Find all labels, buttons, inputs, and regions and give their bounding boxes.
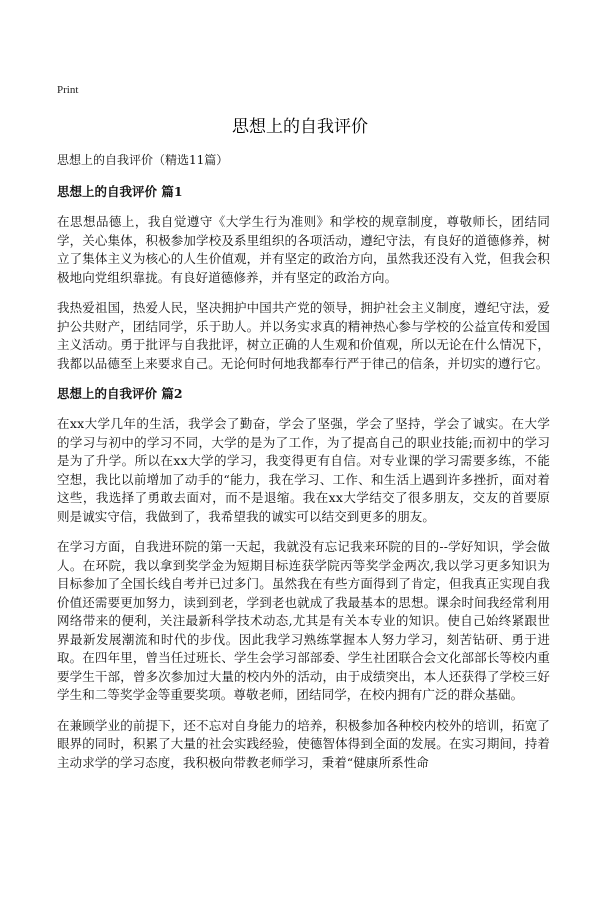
paragraph: 在学习方面，自我进环院的第一天起，我就没有忘记我来环院的目的--学好知识，学会做人。在环院，我以拿到奖学金为短期目标连获学院丙等奖学金两次,我以学习更多知识为目标参加了全国长线自考并已过多门。虽然我在有些方面得到了肯定，但我真正实现自我价值还需要更加努力，读到到老，学到老也就成了我最基本的思想。课余时间我经常利用网络带来的便利，关注最新科学技术动态,尤其是有关本专业的知识。使自己始终紧跟世界最新发展潮流和时代的步伐。因此我学习熟练掌握本人努力学习，刻苦钻研、勇于进取。在四年里，曾当任过班长、学生会学习部部委、学生社团联合会文化部部长等校内重要学生干部，曾多次参加过大量的校内外的活动，由于成绩突出，本人还获得了学校三好学生和二等奖学金等重要奖项。尊敬老师，团结同学，在校内拥有广泛的群众基础。	[57, 539, 550, 702]
section-heading: 思想上的自我评价 篇1	[57, 184, 183, 199]
section-1	[57, 183, 550, 373]
document-content	[57, 183, 550, 784]
paragraph: 我热爱祖国，热爱人民，坚决拥护中国共产党的领导，拥护社会主义制度，遵纪守法，爱护公共财产，团结同学，乐于助人。并以务实求真的精神热心参与学校的公益宣传和爱国主义活动。勇于批评与自我批评，树立正确的人生观和价值观，所以无论在什么情况下，我都以品德至上来要求自己。无论何时何地我都奉行严于律己的信条，并切实的遵行它。	[57, 300, 550, 371]
document-title: 思想上的自我评价	[232, 117, 368, 137]
section-2	[57, 385, 550, 772]
section-heading: 思想上的自我评价 篇2	[57, 386, 183, 401]
paragraph: 在思想品德上，我自觉遵守《大学生行为准则》和学校的规章制度，尊敬师长，团结同学，关心集体，积极参加学校及系里组织的各项活动，遵纪守法，有良好的道德修养，树立了集体主义为核心的人生价值观，并有坚定的政治方向，虽然我还没有入党，但我会积极地向党组织靠拢。有良好道德修养，并有坚定的政治方向。	[57, 214, 550, 285]
paragraph: 在xx大学几年的生活，我学会了勤奋，学会了坚强，学会了坚持，学会了诚实。在大学的学习与初中的学习不同，大学的是为了工作，为了提高自己的职业技能;而初中的学习是为了升学。所以在xx大学的学习，我变得更有自信。对专业课的学习需要多练，不能空想，我比以前增加了动手的“能力，我在学习、工作、和生活上遇到许多挫折，面对着这些，我选择了勇敢去面对，而不是退缩。我在xx大学结交了很多朋友，交友的首要原则是诚实守信，我做到了，我希望我的诚实可以结交到更多的朋友。	[57, 416, 550, 524]
paragraph: 在兼顾学业的前提下，还不忘对自身能力的培养，积极参加各种校内校外的培训，拓宽了眼界的同时，积累了大量的社会实践经验，使德智体得到全面的发展。在实习期间，持着主动求学的学习态度，我积极向带教老师学习，秉着“健康所系性命	[57, 717, 550, 770]
document-subtitle: 思想上的自我评价（精选11篇）	[57, 153, 229, 167]
print-label: Print	[57, 84, 79, 96]
